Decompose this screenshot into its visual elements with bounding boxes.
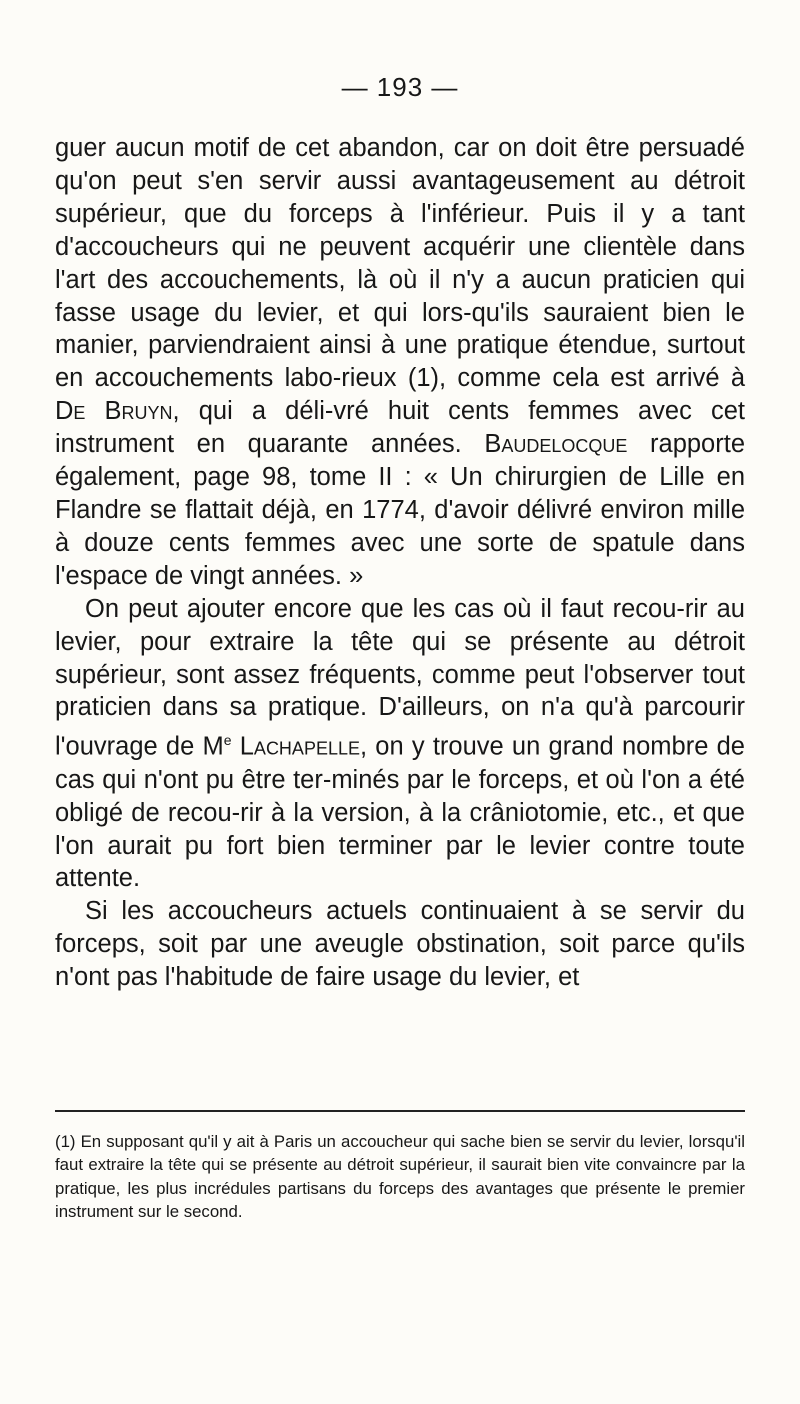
paragraph-1-text-b: , qui a déli-vré huit cents femmes avec cet instrument en quarante années. [55,397,745,459]
author-name-lachapelle: Lachapelle [239,732,360,761]
footnote-1: (1) En supposant qu'il y ait à Paris un accoucheur qui sache bien se servir du levier, lorsqu'il faut extraire la tête qui se présente au détroit supérieur, il saurait bien vite convaincre par la pratique, les plus incrédules partisans du forceps des avantages que présente le premier instrument sur le second. [55,1132,745,1221]
main-text [55,132,745,994]
paragraph-2-text-b: , on y trouve un grand nombre de cas qui n'ont pu être ter-minés par le forceps, et où l'on a été obligé de recou-rir à la version, à la crâniotomie, etc., et que l'on aurait pu fort bien terminer par le levier contre toute attente. [55,732,745,893]
paragraph-2-text-a: On peut ajouter encore que les cas où il faut recou-rir au levier, pour extraire la tête qui se présente au détroit supérieur, sont assez fréquents, comme peut l'observer tout praticien dans sa pratique. D'ailleurs, on n'a qu'à parcourir l'ouvrage de M [55,594,745,761]
paragraph-3: Si les accoucheurs actuels continuaient à se servir du forceps, soit par une aveugle obstination, soit parce qu'ils n'ont pas l'habitude de faire usage du levier, et [55,897,745,992]
paragraph-1 [55,132,745,593]
author-name-baudelocque: Baudelocque [484,430,628,459]
author-name-de-bruyn: De Bruyn [55,397,173,426]
paragraph-1-text-a: guer aucun motif de cet abandon, car on doit être persuadé qu'on peut s'en servir aussi avantageusement au détroit supérieur, que du forceps à l'inférieur. Puis il y a tant d'accoucheurs qui ne peuvent acquérir une clientèle dans l'art des accouchements, là où il n'y a aucun praticien qui fasse usage du levier, et qui lors-qu'ils sauraient bien le manier, parviendraient ainsi à une pratique étendue, surtout en accouchements labo-rieux (1), comme cela est arrivé à [55,134,745,393]
superscript-e: e [223,732,232,749]
footnote-divider [55,1110,745,1112]
page-number: — 193 — [341,72,459,102]
paragraph-1-text-c: rapporte également, page 98, tome II : « Un chirurgien de Lille en Flandre se flattait déjà, en 1774, d'avoir délivré environ mille à douze cents femmes avec une sorte de spatule dans l'espace de vingt années. » [55,430,745,590]
footnotes [55,1130,745,1223]
paragraph-2 [55,593,745,896]
